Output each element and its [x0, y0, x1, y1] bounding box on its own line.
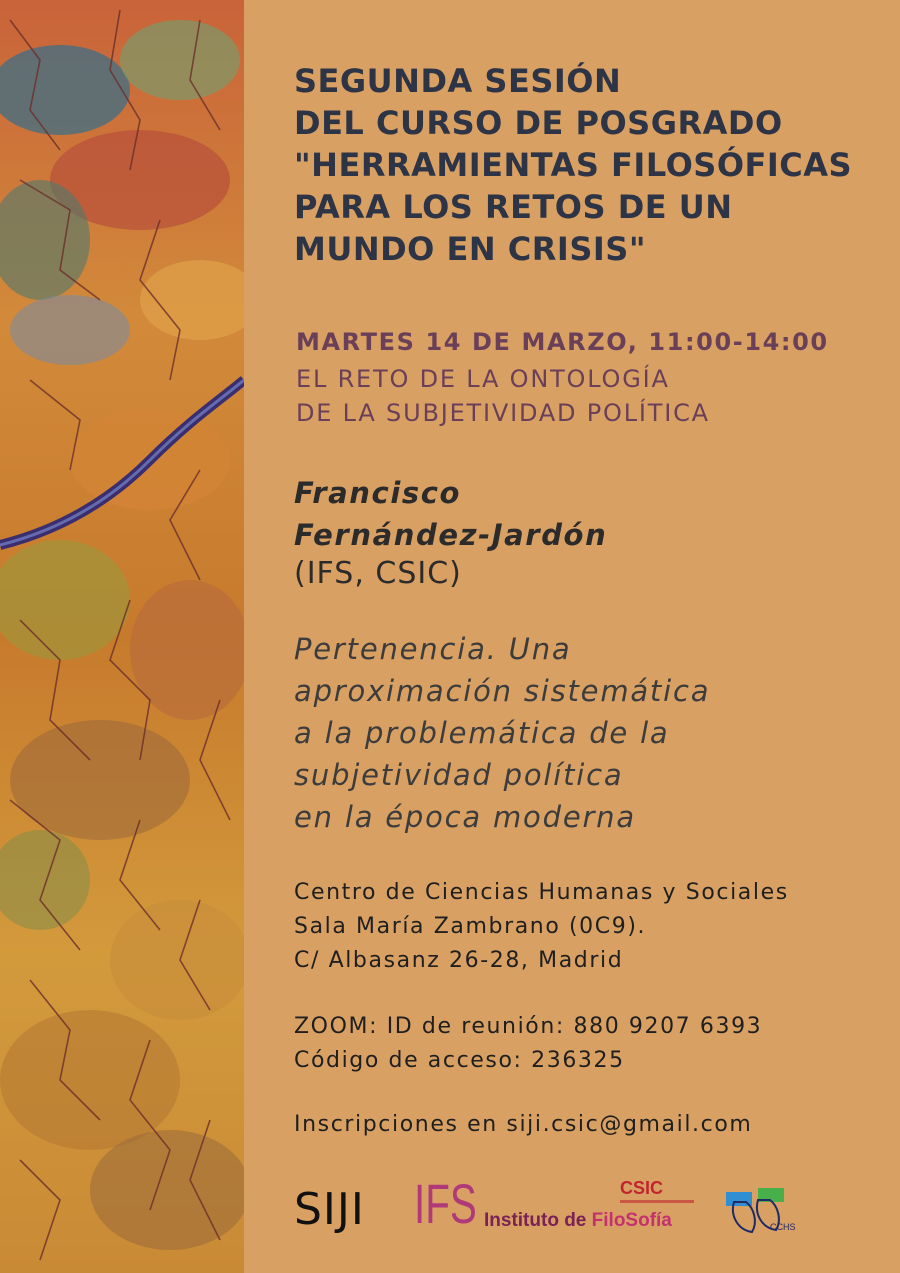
- talk-line: Pertenencia. Una: [294, 632, 572, 666]
- title-line: MUNDO EN CRISIS": [294, 230, 646, 268]
- topic-line: DE LA SUBJETIVIDAD POLÍTICA: [296, 399, 710, 427]
- talk-line: a la problemática de la: [294, 716, 670, 750]
- speaker-name: [294, 472, 607, 556]
- venue-line: C/ Albasanz 26-28, Madrid: [294, 948, 624, 973]
- logo-strip: [294, 1172, 894, 1242]
- session-topic: [296, 362, 710, 430]
- ifs-logo: IFS: [414, 1172, 477, 1235]
- talk-title: [294, 628, 710, 838]
- title-line: SEGUNDA SESIÓN: [294, 62, 622, 100]
- session-date: MARTES 14 DE MARZO, 11:00-14:00: [296, 328, 829, 356]
- title-line: "HERRAMIENTAS FILOSÓFICAS: [294, 146, 853, 184]
- aerial-landscape-image: [0, 0, 244, 1273]
- ifs-logo-name: [484, 1210, 672, 1232]
- talk-line: aproximación sistemática: [294, 674, 711, 708]
- title-line: PARA LOS RETOS DE UN: [294, 188, 733, 226]
- talk-line: subjetividad política: [294, 758, 624, 792]
- speaker-line: Fernández-Jardón: [294, 518, 608, 552]
- ifs-name-part: Instituto de: [484, 1210, 592, 1231]
- ifs-name-part: FiloSofía: [591, 1210, 672, 1231]
- siji-logo: SIJI: [294, 1184, 365, 1235]
- talk-line: en la época moderna: [294, 800, 636, 834]
- venue-address: [294, 876, 789, 978]
- topic-line: EL RETO DE LA ONTOLOGÍA: [296, 365, 670, 393]
- zoom-access-code: Código de acceso: 236325: [294, 1048, 625, 1073]
- title-line: DEL CURSO DE POSGRADO: [294, 104, 783, 142]
- cchs-logo-label: CCHS: [770, 1222, 796, 1232]
- registration-email: Inscripciones en siji.csic@gmail.com: [294, 1112, 753, 1137]
- csic-logo-rule: [620, 1200, 694, 1203]
- zoom-info: [294, 1010, 762, 1078]
- event-title: [294, 60, 852, 270]
- venue-line: Sala María Zambrano (0C9).: [294, 914, 647, 939]
- csic-logo: CSIC: [620, 1178, 664, 1198]
- speaker-affiliation: (IFS, CSIC): [294, 556, 462, 591]
- zoom-meeting-id: ZOOM: ID de reunión: 880 9207 6393: [294, 1014, 763, 1039]
- venue-line: Centro de Ciencias Humanas y Sociales: [294, 880, 789, 905]
- speaker-line: Francisco: [294, 476, 462, 510]
